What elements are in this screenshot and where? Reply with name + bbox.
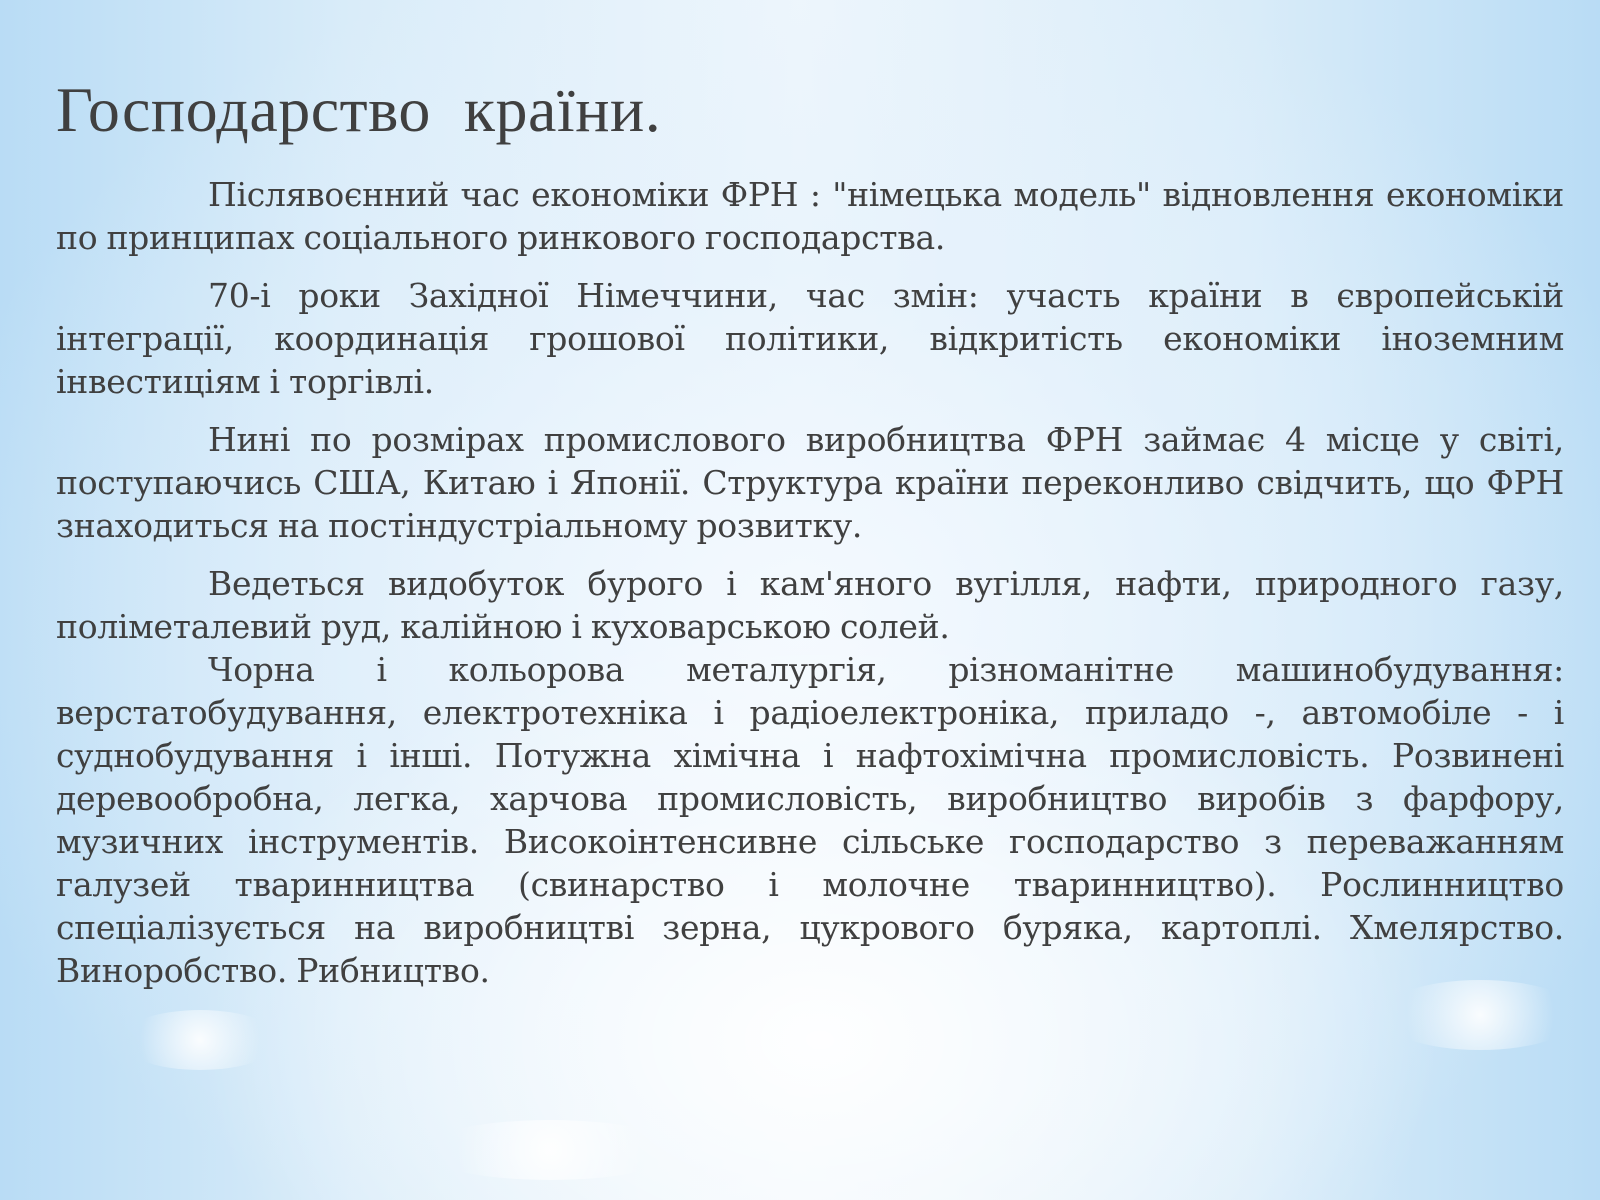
paragraph-industry-rank: Нині по розмірах промислового виробництва ФРН займає 4 місце у світі, поступаючись США, Китаю і Японії. Структура країни переконливо свідчить, що ФРН знаходиться на постіндустріальному розвитку. [56, 420, 1564, 545]
paragraph-industries: Чорна і кольорова металургія, різноманітне машинобудування: верстатобудування, електротехніка і радіоелектроніка, приладо -, автомобіле - і суднобудування і інші. Потужна хімічна і нафтохімічна промисловість. Розвинені деревообробна, легка, харчова промисловість, виробництво виробів з фарфору, музичних інструментів. Високоінтенсивне сільське господарство з переважанням галузей тваринництва (свинарство і молочне тваринництво). Рослинництво спеціалізується на виробництві зерна, цукрового буряка, картоплі. Хмелярство. Виноробство. Рибництво. [56, 650, 1564, 990]
slide-title: Господарство країни. [56, 74, 662, 145]
paragraph-seventies: 70-і роки Західної Німеччини, час змін: участь країни в європейській інтеграції, координація грошової політики, відкритість економіки іноземним інвестиціям і торгівлі. [56, 276, 1564, 401]
slide-body [56, 173, 1564, 992]
paragraph-postwar: Післявоєнний час економіки ФРН : "німецька модель" відновлення економіки по принципах соціального ринкового господарства. [56, 175, 1564, 257]
paragraph-mining: Ведеться видобуток бурого і кам'яного вугілля, нафти, природного газу, поліметалевий руд, калійною і куховарською солей. [56, 564, 1564, 646]
background-glow [420, 1120, 680, 1180]
background-glow [120, 1010, 280, 1070]
